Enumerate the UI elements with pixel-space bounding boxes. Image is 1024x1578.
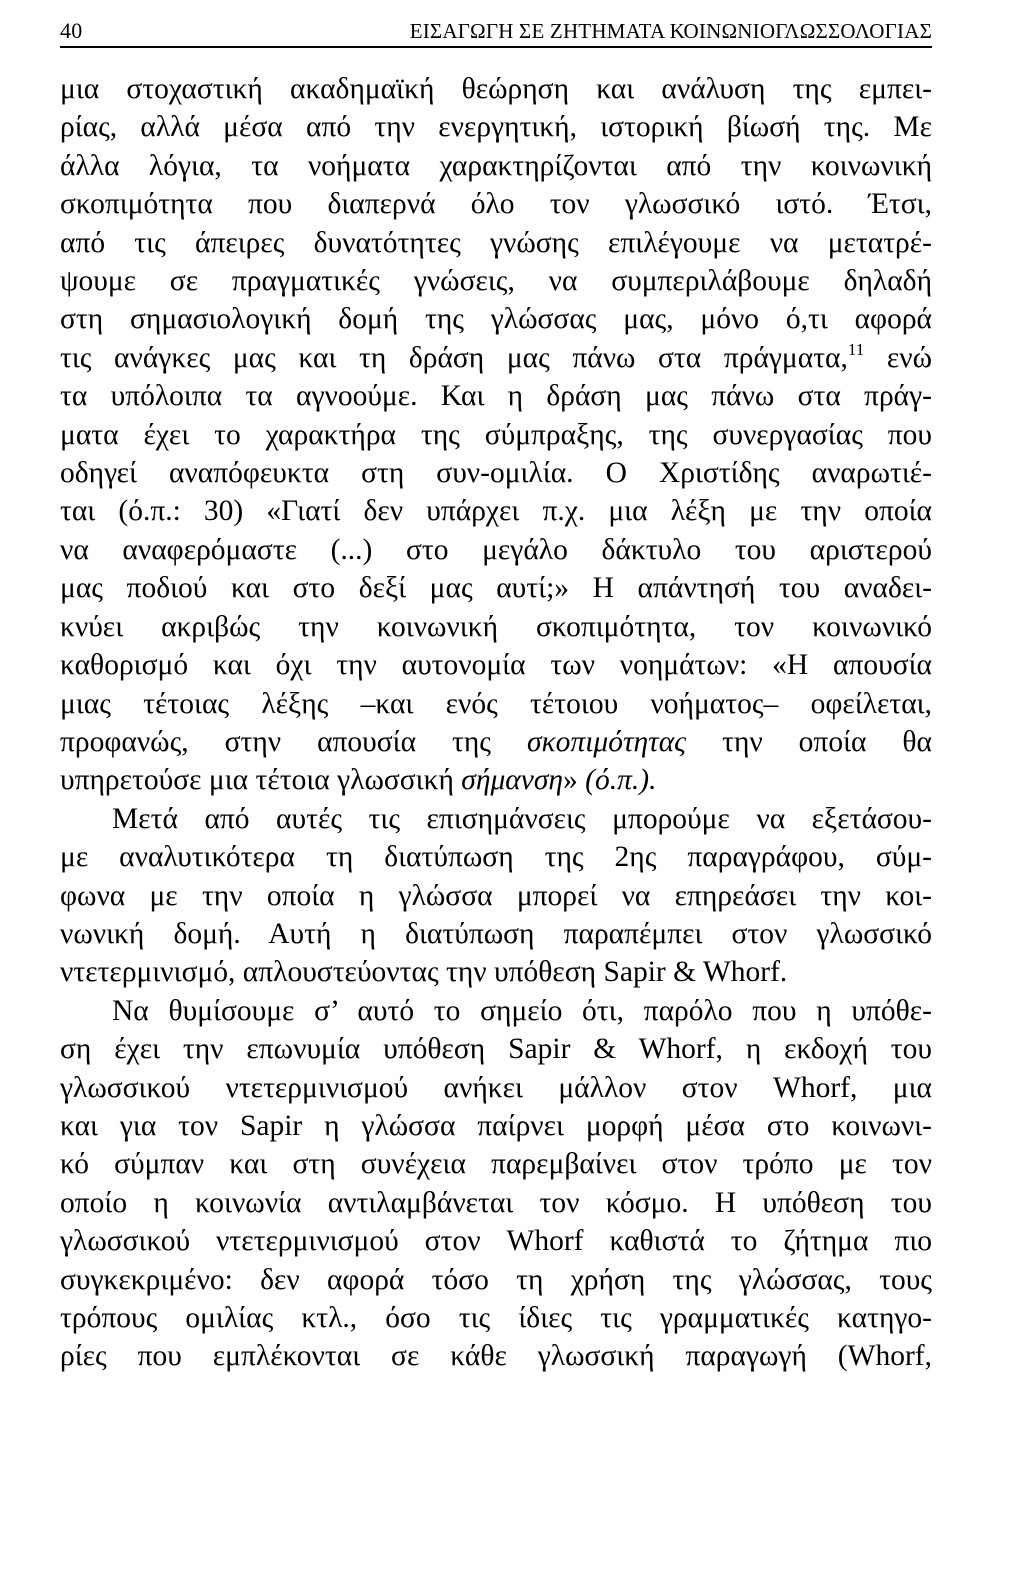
- text-line: από τις άπειρες δυνατότητες γνώσης επιλέγουμε να μετατρέ-: [60, 226, 932, 259]
- text-line: ντετερμινισμό, απλουστεύοντας την υπόθεση Sapir & Whorf.: [60, 956, 788, 989]
- text-line-with-italic: [60, 761, 932, 799]
- citation: (ό.π.).: [585, 764, 657, 797]
- text-line: και για τον Sapir η γλώσσα παίρνει μορφή μέσα στο κοινωνι-: [60, 1109, 932, 1142]
- italic-term: σήμανση: [461, 764, 564, 797]
- paragraph-1: [60, 70, 932, 800]
- text-line: γλωσσικού ντετερμινισμού ανήκει μάλλον στον Whorf, μια: [60, 1071, 932, 1104]
- text-line: μιας τέτοιας λέξης –και ενός τέτοιου νοήματος– οφείλεται,: [60, 687, 932, 720]
- text-line: καθορισμό και όχι την αυτονομία των νοημάτων: «Η απουσία: [60, 649, 932, 682]
- text-line: κνύει ακριβώς την κοινωνική σκοπιμότητα, τον κοινωνικό: [60, 610, 932, 643]
- book-page: [60, 18, 932, 1376]
- paragraph-2: [60, 800, 932, 992]
- text-segment: »: [563, 764, 578, 797]
- italic-term: σκοπιμότητας: [526, 725, 687, 758]
- text-line: άλλα λόγια, τα νοήματα χαρακτηρίζονται από την κοινωνική: [60, 149, 932, 182]
- body-text: [60, 70, 932, 1376]
- text-segment: τις ανάγκες μας και τη δράση μας πάνω στα πράγματα,: [60, 341, 848, 374]
- running-head: [60, 18, 932, 48]
- text-line: ψουμε σε πραγματικές γνώσεις, να συμπεριλάβουμε δηλαδή: [60, 265, 932, 298]
- text-line: νωνική δομή. Αυτή η διατύπωση παραπέμπει στον γλωσσικό: [60, 917, 932, 950]
- text-line: ρίες που εμπλέκονται σε κάθε γλωσσική παραγωγή (Whorf,: [60, 1340, 932, 1373]
- text-line: Να θυμίσουμε σ’ αυτό το σημείο ότι, παρόλο που η υπόθε-: [112, 994, 932, 1027]
- text-line: συγκεκριμένο: δεν αφορά τόσο τη χρήση της γλώσσας, τους: [60, 1263, 932, 1296]
- text-segment: ενώ: [886, 341, 933, 374]
- text-segment: προφανώς, στην απουσία της: [60, 725, 491, 758]
- text-line: τα υπόλοιπα τα αγνοούμε. Και η δράση μας πάνω στα πράγ-: [60, 380, 932, 413]
- text-line-with-italic: [60, 723, 932, 761]
- text-segment: υπηρετούσε μια τέτοια γλωσσική: [60, 764, 454, 797]
- text-line: γλωσσικού ντετερμινισμού στον Whorf καθιστά το ζήτημα πιο: [60, 1225, 932, 1258]
- text-line: στη σημασιολογική δομή της γλώσσας μας, μόνο ό,τι αφορά: [60, 303, 932, 336]
- footnote-reference: 11: [847, 339, 865, 359]
- text-line: Μετά από αυτές τις επισημάνσεις μπορούμε να εξετάσου-: [112, 802, 932, 835]
- text-line-with-footnote: [60, 339, 932, 377]
- text-line: φωνα με την οποία η γλώσσα μπορεί να επηρεάσει την κοι-: [60, 879, 932, 912]
- paragraph-3: [60, 992, 932, 1376]
- page-number: 40: [60, 18, 83, 43]
- text-segment: την οποία θα: [722, 725, 932, 758]
- text-line: οδηγεί αναπόφευκτα στη συν-ομιλία. Ο Χριστίδης αναρωτιέ-: [60, 457, 932, 490]
- text-line: με αναλυτικότερα τη διατύπωση της 2ης παραγράφου, σύμ-: [60, 841, 932, 874]
- text-line: να αναφερόμαστε (...) στο μεγάλο δάκτυλο του αριστερού: [60, 533, 932, 566]
- text-line: ται (ό.π.: 30) «Γιατί δεν υπάρχει π.χ. μια λέξη με την οποία: [60, 495, 932, 528]
- text-line: οποίο η κοινωνία αντιλαμβάνεται τον κόσμο. Η υπόθεση του: [60, 1186, 932, 1219]
- text-line: ρίας, αλλά μέσα από την ενεργητική, ιστορική βίωσή της. Με: [60, 111, 932, 144]
- text-line: μας ποδιού και στο δεξί μας αυτί;» Η απάντησή του αναδει-: [60, 572, 932, 605]
- text-line: κό σύμπαν και στη συνέχεια παρεμβαίνει στον τρόπο με τον: [60, 1148, 932, 1181]
- book-title: ΕΙΣΑΓΩΓΗ ΣΕ ΖΗΤΗΜΑΤΑ ΚΟΙΝΩΝΙΟΓΛΩΣΣΟΛΟΓΙΑΣ: [409, 19, 932, 43]
- text-line: τρόπους ομιλίας κτλ., όσο τις ίδιες τις γραμματικές κατηγο-: [60, 1302, 932, 1334]
- text-line: ση έχει την επωνυμία υπόθεση Sapir & Whorf, η εκδοχή του: [60, 1033, 932, 1066]
- text-line: σκοπιμότητα που διαπερνά όλο τον γλωσσικό ιστό. Έτσι,: [60, 188, 932, 221]
- text-line: ματα έχει το χαρακτήρα της σύμπραξης, της συνεργασίας που: [60, 418, 932, 451]
- text-line: μια στοχαστική ακαδημαϊκή θεώρηση και ανάλυση της εμπει-: [60, 73, 932, 105]
